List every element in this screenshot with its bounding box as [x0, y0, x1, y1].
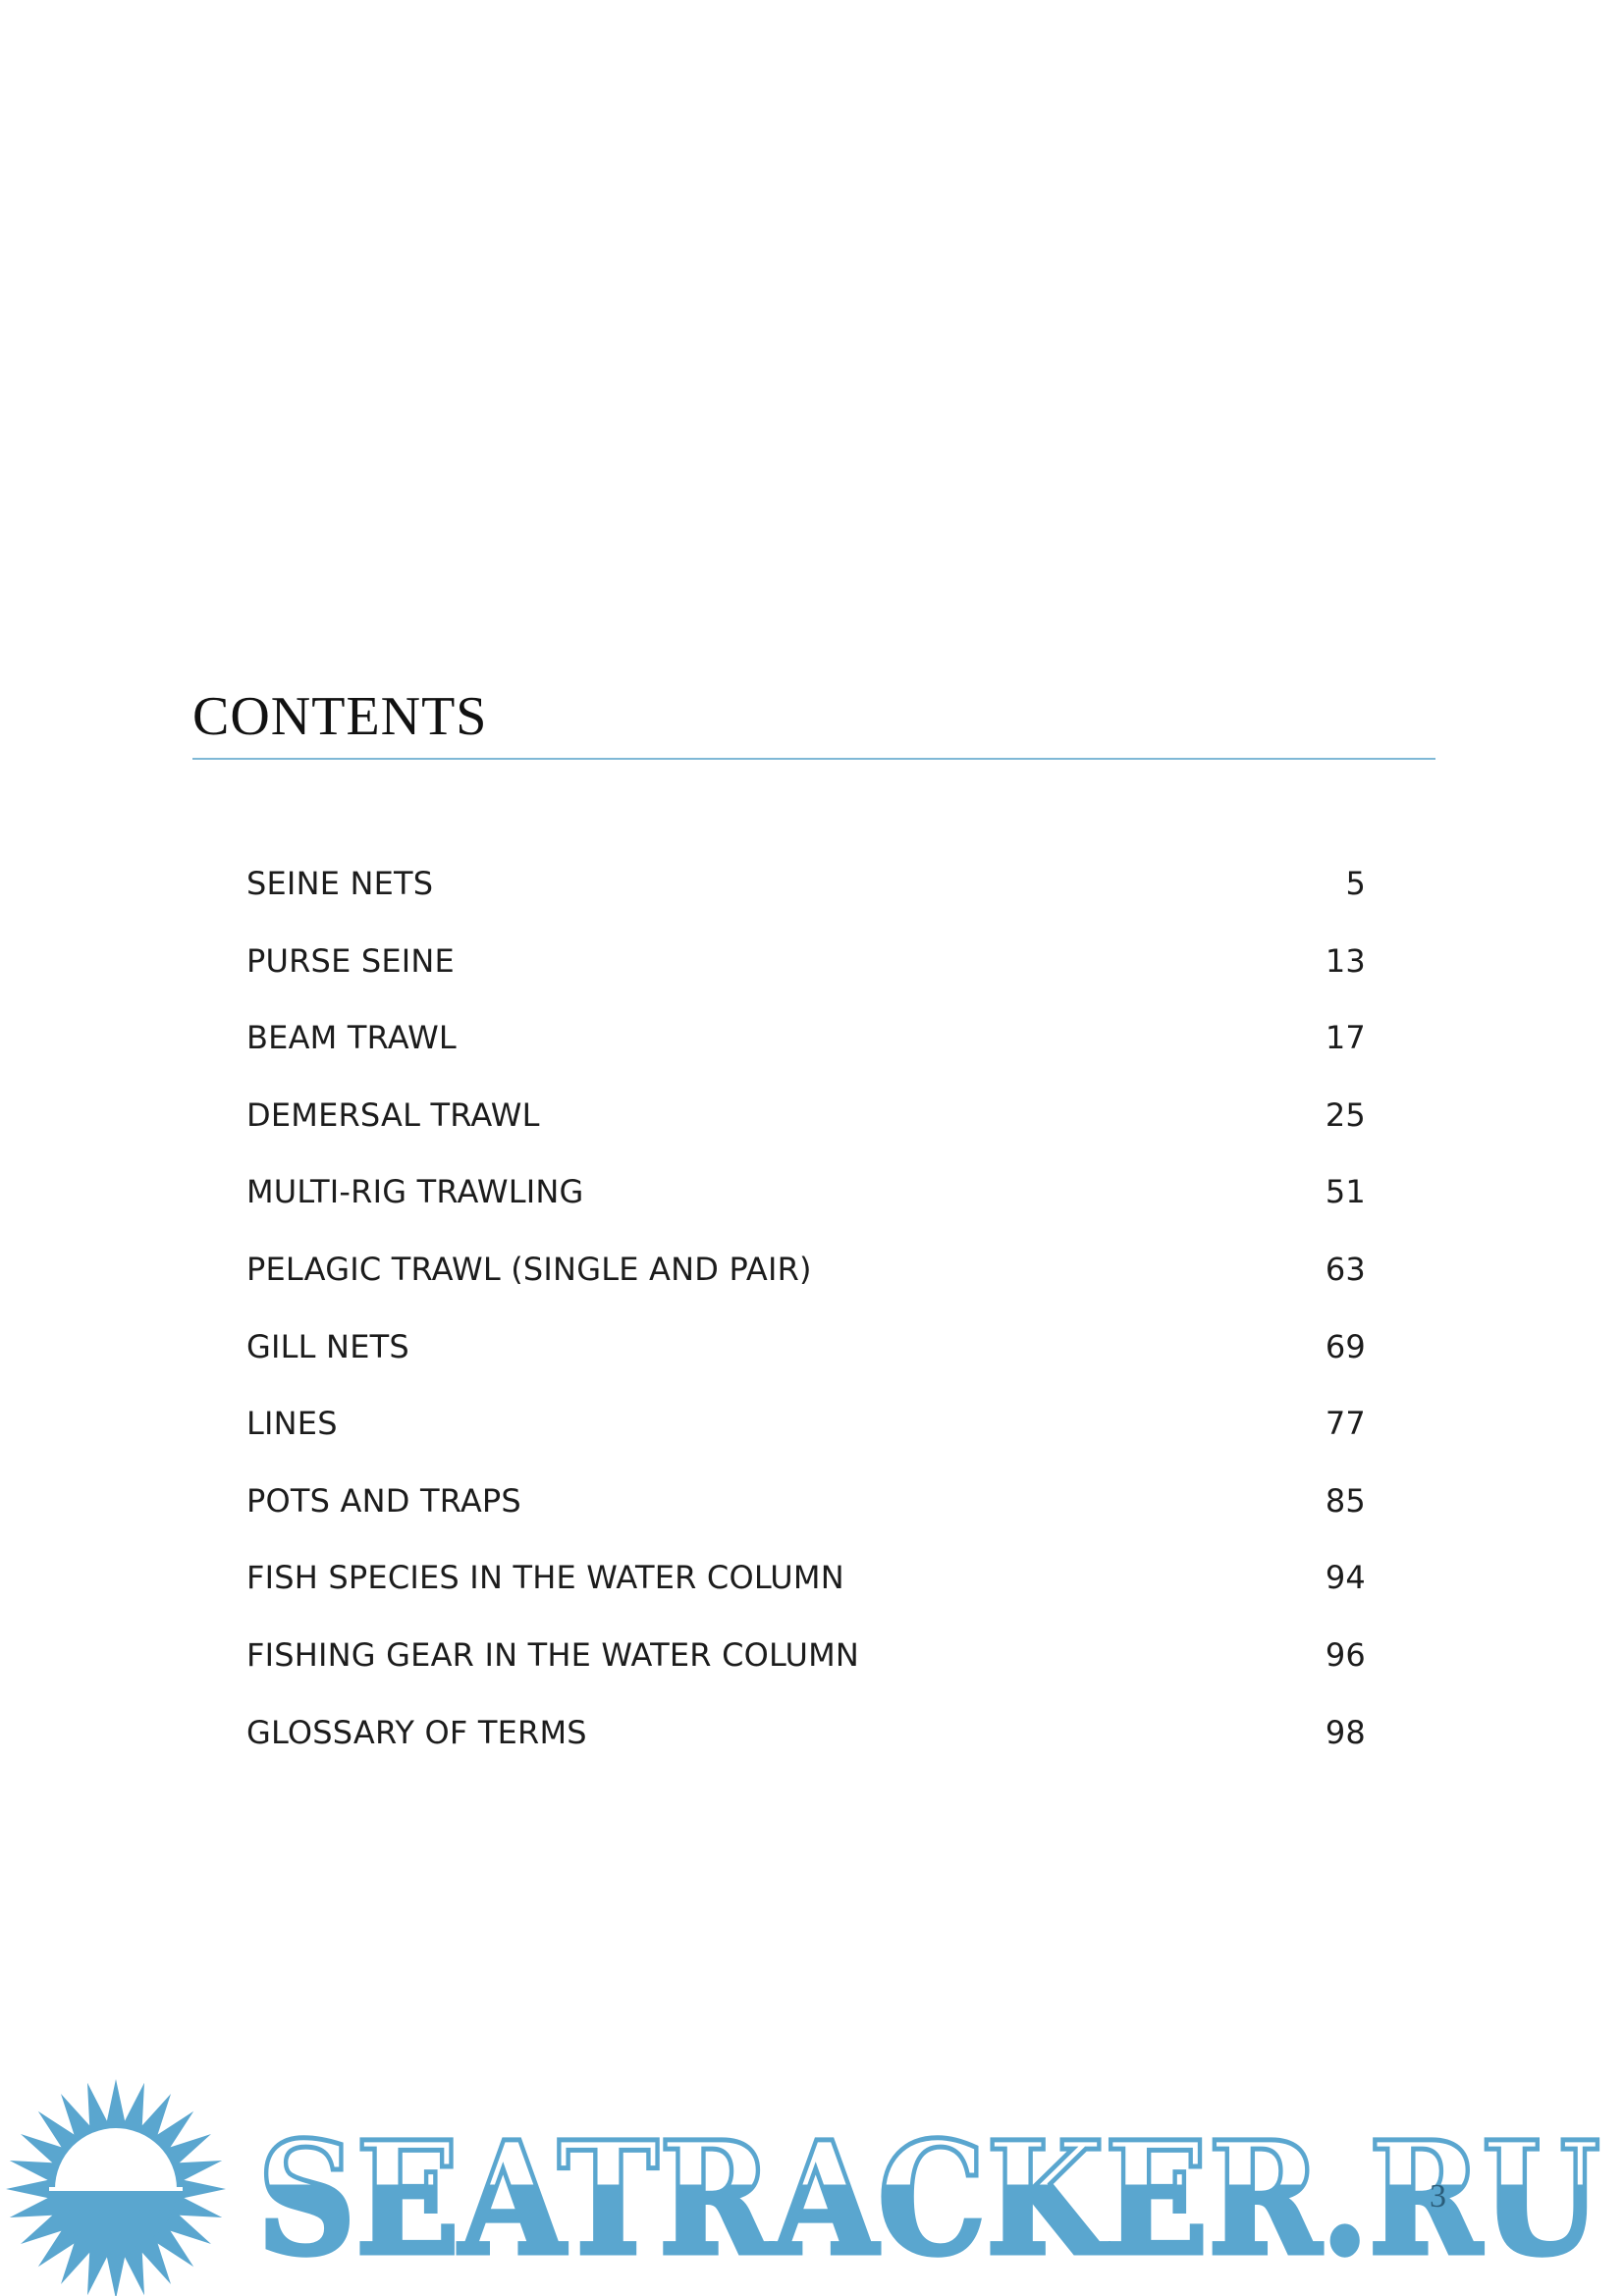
toc-entry-title: LINES: [246, 1405, 338, 1443]
seatracker-wordmark: [257, 2109, 1600, 2290]
seatracker-watermark: [0, 2052, 1624, 2296]
toc-entry[interactable]: [246, 1250, 1366, 1327]
toc-entry-title: GLOSSARY OF TERMS: [246, 1713, 587, 1751]
page-title: CONTENTS: [192, 686, 488, 747]
toc-entry-page: 13: [1325, 941, 1366, 980]
toc-entry-page: 77: [1325, 1405, 1366, 1443]
toc-entry-page: 25: [1325, 1095, 1366, 1134]
title-divider: [192, 758, 1435, 760]
toc-entry-title: SEINE NETS: [246, 865, 434, 902]
toc-entry[interactable]: [246, 1095, 1366, 1173]
toc-entry-page: 5: [1345, 865, 1366, 902]
toc-entry[interactable]: [246, 1635, 1366, 1713]
toc-entry-title: FISHING GEAR IN THE WATER COLUMN: [246, 1635, 860, 1674]
toc-entry-page: 96: [1325, 1635, 1366, 1674]
toc-entry-title: PELAGIC TRAWL (SINGLE AND PAIR): [246, 1250, 812, 1288]
toc-entry[interactable]: [246, 1327, 1366, 1405]
toc-entry-page: 94: [1325, 1559, 1366, 1597]
toc-entry-title: MULTI-RIG TRAWLING: [246, 1173, 584, 1211]
toc-entry[interactable]: [246, 1713, 1366, 1790]
toc-entry[interactable]: [246, 864, 1366, 941]
toc-entry-title: DEMERSAL TRAWL: [246, 1095, 540, 1134]
toc-entry-title: FISH SPECIES IN THE WATER COLUMN: [246, 1559, 844, 1597]
toc-entry[interactable]: [246, 1018, 1366, 1095]
toc-entry-title: PURSE SEINE: [246, 941, 455, 980]
sun-burst-icon: [6, 2079, 226, 2296]
toc-entry[interactable]: [246, 1404, 1366, 1481]
toc-entry-page: 85: [1325, 1481, 1366, 1520]
toc-entry-page: 17: [1325, 1019, 1366, 1057]
toc-entry[interactable]: [246, 941, 1366, 1019]
toc-entry-page: 63: [1325, 1250, 1366, 1288]
toc-entry-page: 69: [1325, 1327, 1366, 1365]
toc-entry[interactable]: [246, 1172, 1366, 1250]
toc-entry[interactable]: [246, 1481, 1366, 1559]
toc-entry-title: BEAM TRAWL: [246, 1019, 457, 1057]
page-number: 3: [1430, 2178, 1446, 2215]
toc-entry[interactable]: [246, 1558, 1366, 1635]
svg-text:SEATRACKER.RU: SEATRACKER.RU: [257, 2109, 1600, 2290]
toc-entry-page: 51: [1325, 1173, 1366, 1211]
toc-entry-page: 98: [1325, 1713, 1366, 1751]
table-of-contents: [246, 864, 1366, 1789]
toc-entry-title: GILL NETS: [246, 1327, 409, 1365]
toc-entry-title: POTS AND TRAPS: [246, 1481, 521, 1520]
